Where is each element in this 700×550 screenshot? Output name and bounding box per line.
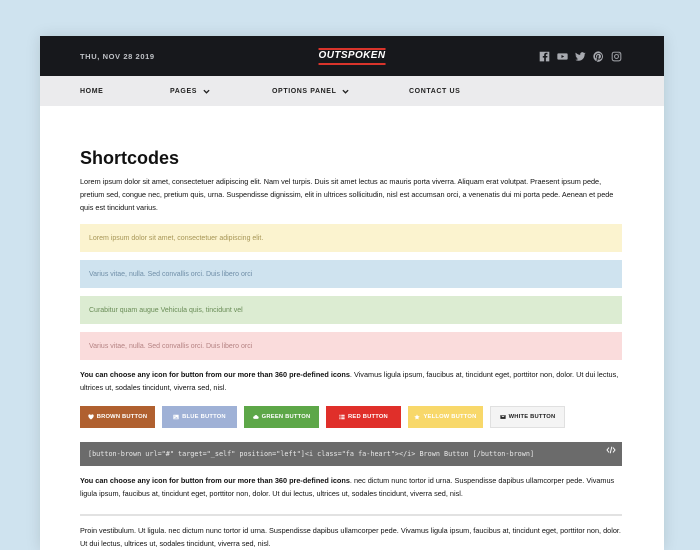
paragraph-text: . nec dictum nunc tortor id urna. Suspendisse dapibus ullamcorper pede. Vivamus ligula ipsum, faucibus at, tincidunt eget, porttitor non, dolor. Ut dui lectus, ultrices ut, sodales tincidunt, viverra sed, nisl. (80, 476, 615, 498)
blue-button[interactable] (162, 406, 237, 428)
bold-text: You can choose any icon for button from our more than 360 pre-defined icons (80, 370, 350, 379)
alert-green (80, 296, 622, 324)
icons-paragraph-2 (80, 475, 622, 500)
bold-text: You can choose any icon for button from our more than 360 pre-defined icons (80, 476, 350, 486)
browser-window (40, 36, 664, 550)
pinterest-icon[interactable] (593, 51, 604, 62)
yellow-button[interactable] (408, 406, 483, 428)
code-block (80, 442, 622, 466)
code-icon[interactable] (606, 446, 616, 454)
code-text: [button-brown url="#" target="_self" position="left"]<i class="fa fa-heart"></i> Brown Button [/button-brown] (88, 450, 535, 459)
header-date: THU, NOV 28 2019 (80, 51, 155, 61)
button-label: BLUE BUTTON (182, 414, 226, 421)
nav-item-home[interactable] (80, 88, 170, 95)
closing-paragraph: Proin vestibulum. Ut ligula. nec dictum nunc tortor id urna. Suspendisse dapibus ullamcorper pede. Vivamus ligula ipsum, faucibus at, tincidunt eget, porttitor non, dolor. Ut dui lectus, ultrices ut, sodales tincidunt, viverra sed, nisl. (80, 526, 621, 548)
red-button[interactable] (326, 406, 401, 428)
image-icon (173, 414, 179, 420)
twitter-icon[interactable] (575, 51, 586, 62)
nav-item-pages[interactable] (170, 88, 272, 95)
alert-text: Lorem ipsum dolor sit amet, consectetuer adipiscing elit. (89, 234, 264, 242)
button-label: BROWN BUTTON (96, 414, 148, 421)
button-label: GREEN BUTTON (261, 414, 311, 421)
cloud-icon (253, 414, 259, 420)
paragraph-text: . Vivamus ligula ipsum, faucibus at, tincidunt eget, porttitor non, dolor. Ut dui lectus, ultrices ut, sodales tincidunt, viverra sed, nisl. (80, 370, 619, 392)
chevron-down-icon (342, 88, 349, 95)
button-row (80, 406, 622, 428)
facebook-icon[interactable] (539, 51, 550, 62)
brown-button[interactable] (80, 406, 155, 428)
instagram-icon[interactable] (611, 51, 622, 62)
nav-label: OPTIONS PANEL (272, 87, 337, 95)
alert-red (80, 332, 622, 360)
alert-text: Varius vitae, nulla. Sed convallis orci. Duis libero orci (89, 342, 253, 350)
heart-icon (88, 414, 94, 420)
page-title: Shortcodes (80, 148, 180, 168)
chevron-down-icon (203, 88, 210, 95)
social-links (539, 51, 622, 62)
nav-item-options-panel[interactable] (272, 88, 409, 95)
button-label: YELLOW BUTTON (423, 414, 477, 421)
alert-text: Varius vitae, nulla. Sed convallis orci. Duis libero orci (89, 270, 253, 278)
alert-yellow (80, 224, 622, 252)
page-content (40, 148, 664, 550)
alert-blue (80, 260, 622, 288)
icons-paragraph (80, 369, 622, 394)
youtube-icon[interactable] (557, 51, 568, 62)
nav-item-contact-us[interactable] (409, 88, 460, 95)
nav-label: CONTACT US (409, 87, 461, 95)
divider (80, 514, 622, 516)
main-nav (40, 76, 664, 106)
star-icon (414, 414, 420, 420)
envelope-icon (500, 414, 506, 420)
white-button[interactable] (490, 406, 565, 428)
site-logo[interactable]: OUTSPOKEN (319, 48, 386, 65)
nav-label: HOME (80, 87, 104, 95)
alert-text: Curabitur quam augue Vehicula quis, tincidunt vel (89, 306, 243, 314)
button-label: WHITE BUTTON (508, 414, 556, 421)
button-label: RED BUTTON (348, 414, 388, 421)
top-bar (40, 36, 664, 76)
intro-text: Lorem ipsum dolor sit amet, consectetuer adipiscing elit. Nam vel turpis. Duis sit amet lectus ac mauris porta viverra. Aliquam erat volutpat. Praesent ipsum pede, pretium sed, congue nec, pretium quis, urna. Suspendisse dignissim, elit in ultrices sollicitudin, nisl est accumsan orci, a venenatis dui mi porta pede. Aenean et pede quis est tincidunt varius. (80, 177, 614, 212)
green-button[interactable] (244, 406, 319, 428)
nav-label: PAGES (170, 87, 197, 95)
list-icon (339, 414, 345, 420)
